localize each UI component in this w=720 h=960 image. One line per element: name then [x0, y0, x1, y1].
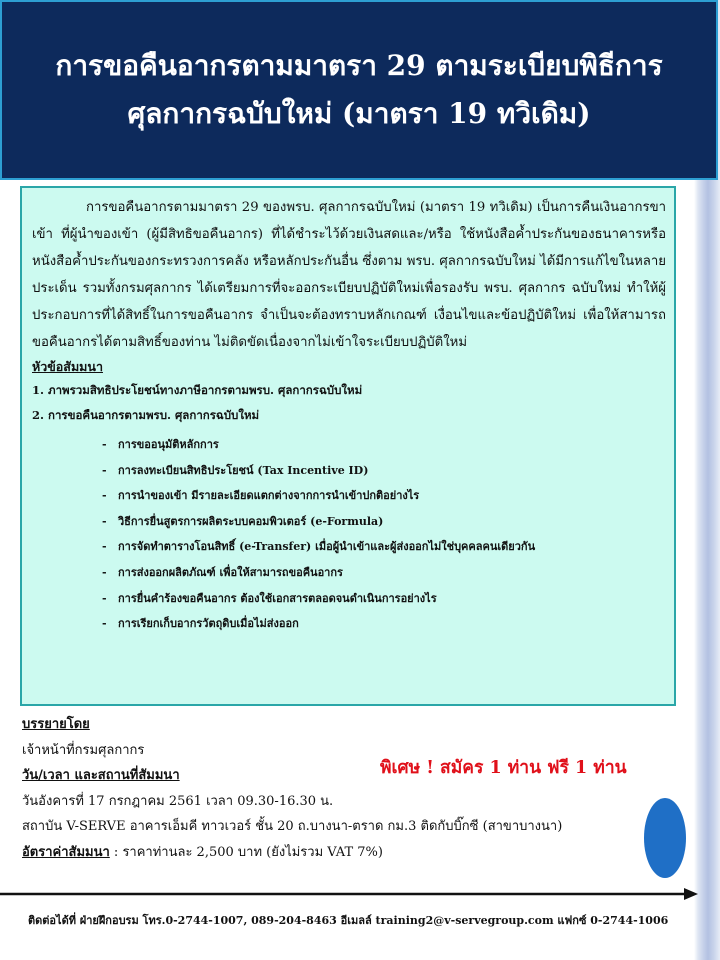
subtopic-list	[32, 432, 666, 637]
content-box	[20, 186, 676, 706]
arrow-line-icon	[0, 884, 700, 904]
topic-2: 2. การขอคืนอากรตามพรบ. ศุลกากรฉบับใหม่	[32, 408, 260, 422]
dash-bullet: -	[102, 514, 107, 528]
seminar-info	[22, 712, 672, 865]
subtopic-label: การนำของเข้า มีรายละเอียดแตกต่างจากการนำเข้าปกติอย่างไร	[118, 489, 420, 503]
datetime-label: วัน/เวลา และสถานที่สัมมนา	[22, 768, 180, 783]
dash-bullet: -	[102, 591, 107, 605]
fee-label: อัตราค่าสัมมนา	[22, 844, 110, 860]
subtopic-label: การขออนุมัติหลักการ	[118, 438, 219, 451]
subtopic-label: การเรียกเก็บอากรวัตถุดิบเมื่อไม่ส่งออก	[118, 617, 299, 631]
subtopic-item	[102, 458, 666, 484]
blue-oval-decoration	[644, 798, 686, 878]
contact-info: ติดต่อได้ที่ ฝ่ายฝึกอบรม โทร.0-2744-1007, 089-204-8463 อีเมลล์ training2@v-servegroup.com แฟกซ์ 0-2744-1006	[28, 914, 669, 927]
lecturer-label: บรรยายโดย	[22, 717, 90, 732]
subtopic-item	[102, 432, 666, 458]
subtopic-item	[102, 534, 666, 560]
subtopic-item	[102, 586, 666, 612]
fee-row	[22, 840, 672, 866]
subtopic-item	[102, 509, 666, 535]
dash-bullet: -	[102, 463, 107, 477]
topic-1: 1. ภาพรวมสิทธิประโยชน์ทางภาษีอากรตามพรบ. ศุลกากรฉบับใหม่	[32, 383, 363, 397]
topics-heading: หัวข้อสัมมนา	[32, 359, 103, 374]
promo-text: พิเศษ ! สมัคร 1 ท่าน ฟรี 1 ท่าน	[380, 758, 627, 778]
lecturer-value: เจ้าหน้าที่กรมศุลกากร	[22, 742, 145, 758]
subtopic-item	[102, 483, 666, 509]
title-banner	[0, 0, 718, 180]
dash-bullet: -	[102, 489, 107, 503]
subtopic-label: การจัดทำตารางโอนสิทธิ์ (e-Transfer) เมื่อผู้นำเข้าและผู้ส่งออกไม่ใช่บุคคลคนเดียวกัน	[118, 540, 536, 554]
title-line-1: การขอคืนอากรตามมาตรา 29 ตามระเบียบพิธีการ	[55, 49, 663, 82]
dash-bullet: -	[102, 540, 107, 554]
subtopic-item	[102, 560, 666, 586]
subtopic-label: การลงทะเบียนสิทธิประโยชน์ (Tax Incentive ID)	[118, 463, 369, 477]
subtopic-label: การส่งออกผลิตภัณฑ์ เพื่อให้สามารถขอคืนอากร	[118, 565, 343, 579]
venue-value: สถาบัน V-SERVE อาคารเอ็มคี ทาวเวอร์ ชั้น 20 ถ.บางนา-ตราด กม.3 ติดกับบิ๊กซี (สาขาบางนา)	[22, 819, 563, 834]
subtopic-label: วิธีการยื่นสูตรการผลิตระบบคอมพิวเตอร์ (e-Formula)	[118, 514, 384, 528]
title-line-2: ศุลกากรฉบับใหม่ (มาตรา 19 ทวิเดิม)	[127, 97, 591, 130]
dash-bullet: -	[102, 565, 107, 579]
dash-bullet: -	[102, 617, 107, 631]
fee-value: : ราคาท่านละ 2,500 บาท (ยังไม่รวม VAT 7%)	[109, 844, 383, 860]
subtopic-label: การยื่นคำร้องขอคืนอากร ต้องใช้เอกสารตลอดจนดำเนินการอย่างไร	[118, 591, 437, 605]
dash-bullet: -	[102, 438, 107, 451]
intro-paragraph: การขอคืนอากรตามมาตรา 29 ของพรบ. ศุลกากรฉบับใหม่ (มาตรา 19 ทวิเดิม) เป็นการคืนเงินอากรขาเข้า ที่ผู้นำของเข้า (ผู้มีสิทธิขอคืนอากร) ที่ได้ชำระไว้ด้วยเงินสดและ/หรือ ใช้หนังสือค้ำประกันของธนาคารหรือ หนังสือค้ำประกันของกระทรวงการคลัง หรือหลักประกันอื่น ซึ่งตาม พรบ. ศุลกากรฉบับใหม่ ได้มีการแก้ไขในหลายประเด็น รวมทั้งกรมศุลกากร ได้เตรียมการที่จะออกระเบียบปฏิบัติใหม่เพื่อรองรับ พรบ. ศุลกากร ฉบับใหม่ ทำให้ผู้ประกอบการที่ได้สิทธิ์ในการขอคืนอากร จำเป็นจะต้องทราบหลักเกณฑ์ เงื่อนไขและข้อปฏิบัติใหม่ เพื่อให้สามารถขอคืนอากรได้ตามสิทธิ์ของท่าน ไม่ติดขัดเนื่องจากไม่เข้าใจระเบียบปฏิบัติใหม่	[32, 200, 666, 350]
datetime-value: วันอังคารที่ 17 กรกฎาคม 2561 เวลา 09.30-16.30 น.	[22, 793, 334, 809]
subtopic-item	[102, 611, 666, 637]
